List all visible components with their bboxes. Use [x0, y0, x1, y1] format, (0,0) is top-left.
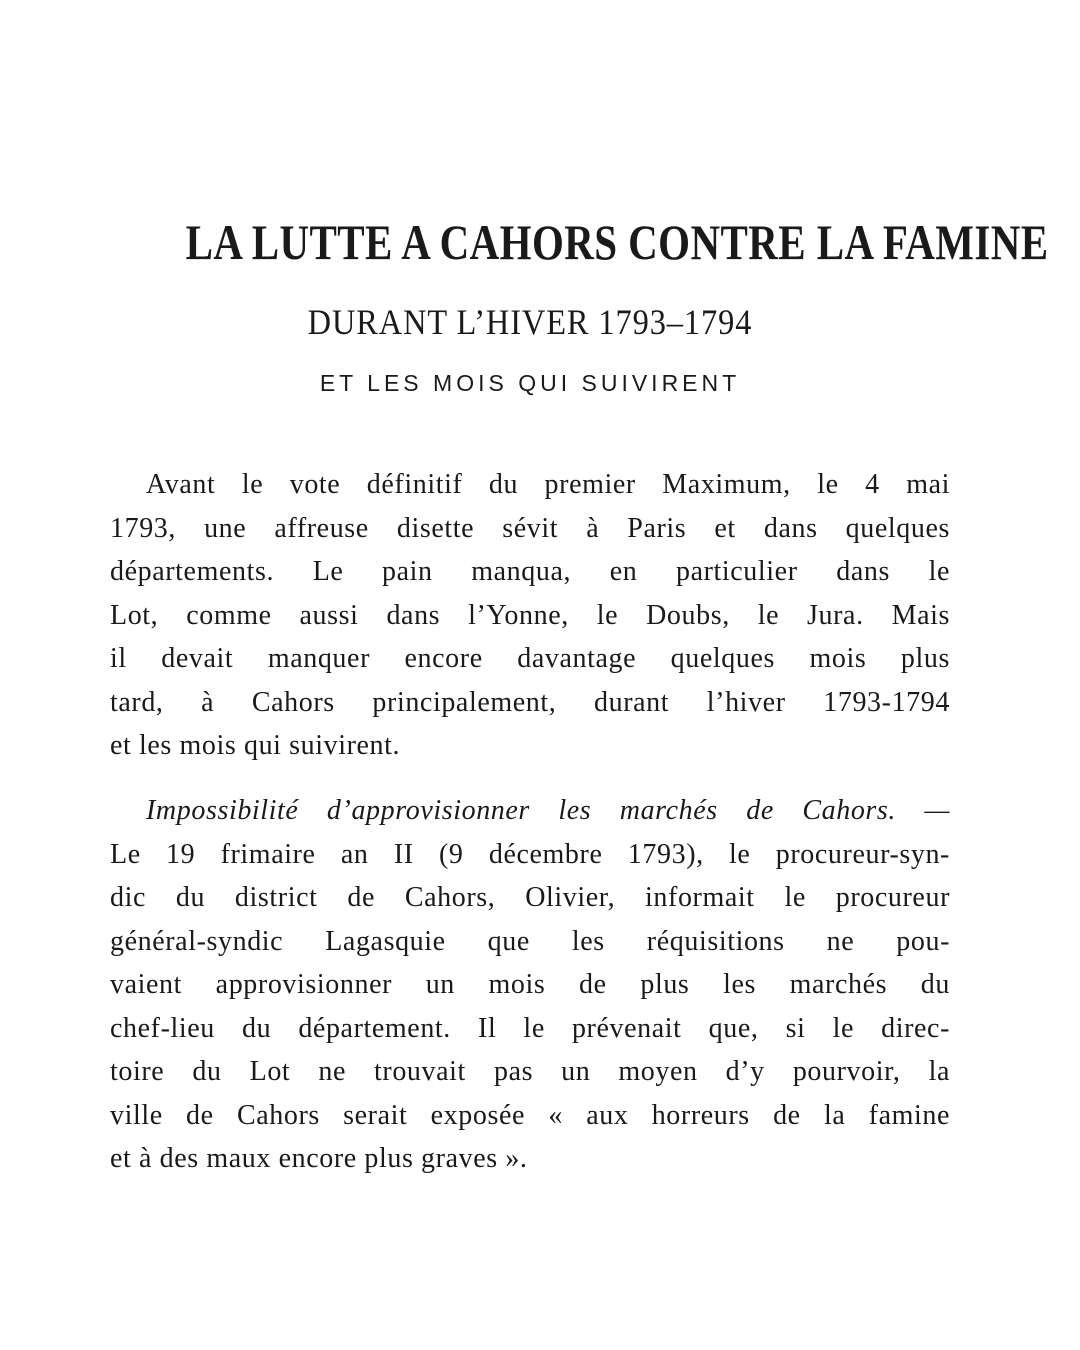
text-line: dic du district de Cahors, Olivier, informait le procureur [110, 882, 950, 913]
text-line: et à des maux encore plus graves ». [110, 1143, 528, 1174]
text-line: général-syndic Lagasquie que les réquisitions ne pou- [110, 925, 950, 957]
page-subtitle: DURANT L’HIVER 1793–1794 [307, 302, 753, 342]
page-title: LA LUTTE A CAHORS CONTRE LA FAMINE [185, 214, 1049, 270]
text-line: Le 19 frimaire an II (9 décembre 1793), le procureur-syn- [110, 838, 950, 870]
text-line: 1793, une affreuse disette sévit à Paris et dans quelques [110, 512, 950, 544]
text-line: vaient approvisionner un mois de plus les marchés du [110, 969, 950, 1000]
text-line: Avant le vote définitif du premier Maximum, le 4 mai [146, 469, 950, 500]
text-line: départements. Le pain manqua, en particulier dans le [110, 556, 950, 587]
text-line: chef-lieu du département. Il le prévenait que, si le direc- [110, 1012, 950, 1044]
document-page [110, 0, 1049, 1350]
text-line: et les mois qui suivirent. [110, 730, 401, 761]
section-heading: Impossibilité d’approvisionner les marchés de Cahors. — [146, 795, 950, 826]
text-line: ville de Cahors serait exposée « aux horreurs de la famine [110, 1099, 950, 1131]
paragraph-intro [110, 463, 950, 768]
text-line: toire du Lot ne trouvait pas un moyen d’y pourvoir, la [110, 1056, 950, 1087]
text-line: il devait manquer encore davantage quelques mois plus [110, 643, 950, 674]
paragraph-section [110, 789, 950, 1181]
text-line: tard, à Cahors principalement, durant l’hiver 1793-1794 [110, 686, 950, 718]
text-line: Lot, comme aussi dans l’Yonne, le Doubs, le Jura. Mais [110, 599, 950, 631]
page-subsubtitle: ET LES MOIS QUI SUIVIRENT [319, 370, 741, 396]
